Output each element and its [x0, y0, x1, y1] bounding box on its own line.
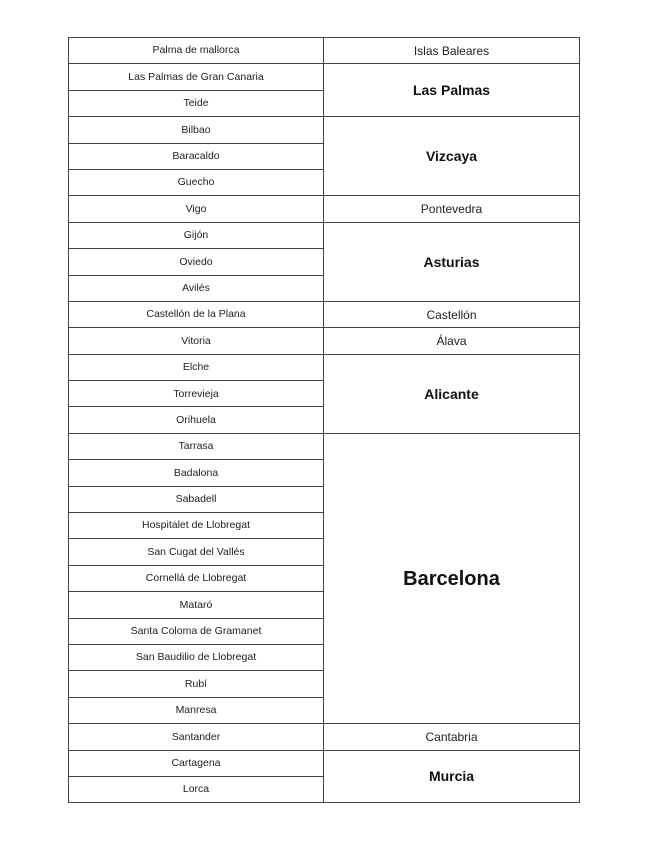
province-cell: Alicante: [324, 354, 580, 433]
province-cell: Las Palmas: [324, 64, 580, 117]
city-cell: Mataró: [69, 592, 324, 618]
province-cell: Asturias: [324, 222, 580, 301]
table-row: [69, 38, 580, 64]
table-row: [69, 64, 580, 90]
table-row: [69, 328, 580, 354]
city-cell: Palma de mallorca: [69, 38, 324, 64]
city-cell: Teide: [69, 90, 324, 116]
city-cell: Vitoria: [69, 328, 324, 354]
city-cell: Badalona: [69, 460, 324, 486]
city-cell: Castellón de la Plana: [69, 301, 324, 327]
province-cell: Barcelona: [324, 433, 580, 723]
table-row: [69, 222, 580, 248]
table-row: [69, 724, 580, 750]
city-cell: Lorca: [69, 776, 324, 802]
city-cell: Cornellá de Llobregat: [69, 565, 324, 591]
city-cell: Orihuela: [69, 407, 324, 433]
province-cell: Murcia: [324, 750, 580, 803]
city-cell: San Baudilio de Llobregat: [69, 644, 324, 670]
city-cell: Guecho: [69, 169, 324, 195]
province-cell: Álava: [324, 328, 580, 354]
table-row: [69, 433, 580, 459]
city-cell: Santander: [69, 724, 324, 750]
cities-provinces-table: [68, 37, 580, 803]
province-cell: Castellón: [324, 301, 580, 327]
city-cell: Vigo: [69, 196, 324, 222]
city-cell: Santa Coloma de Gramanet: [69, 618, 324, 644]
city-cell: Las Palmas de Gran Canaria: [69, 64, 324, 90]
city-cell: Gijón: [69, 222, 324, 248]
city-cell: Rubí: [69, 671, 324, 697]
table-row: [69, 301, 580, 327]
table-row: [69, 117, 580, 143]
city-cell: Oviedo: [69, 249, 324, 275]
city-cell: Bilbao: [69, 117, 324, 143]
table-row: [69, 196, 580, 222]
province-cell: Islas Baleares: [324, 38, 580, 64]
city-cell: Baracaldo: [69, 143, 324, 169]
city-cell: San Cugat del Vallés: [69, 539, 324, 565]
city-cell: Manresa: [69, 697, 324, 723]
city-cell: Cartagena: [69, 750, 324, 776]
province-cell: Cantabria: [324, 724, 580, 750]
city-cell: Elche: [69, 354, 324, 380]
table-row: [69, 354, 580, 380]
city-cell: Torrevieja: [69, 381, 324, 407]
province-cell: Vizcaya: [324, 117, 580, 196]
city-cell: Sabadell: [69, 486, 324, 512]
table-body: [69, 38, 580, 803]
table-row: [69, 750, 580, 776]
city-cell: Hospitalet de Llobregat: [69, 513, 324, 539]
city-cell: Avilés: [69, 275, 324, 301]
province-cell: Pontevedra: [324, 196, 580, 222]
city-cell: Tarrasa: [69, 433, 324, 459]
